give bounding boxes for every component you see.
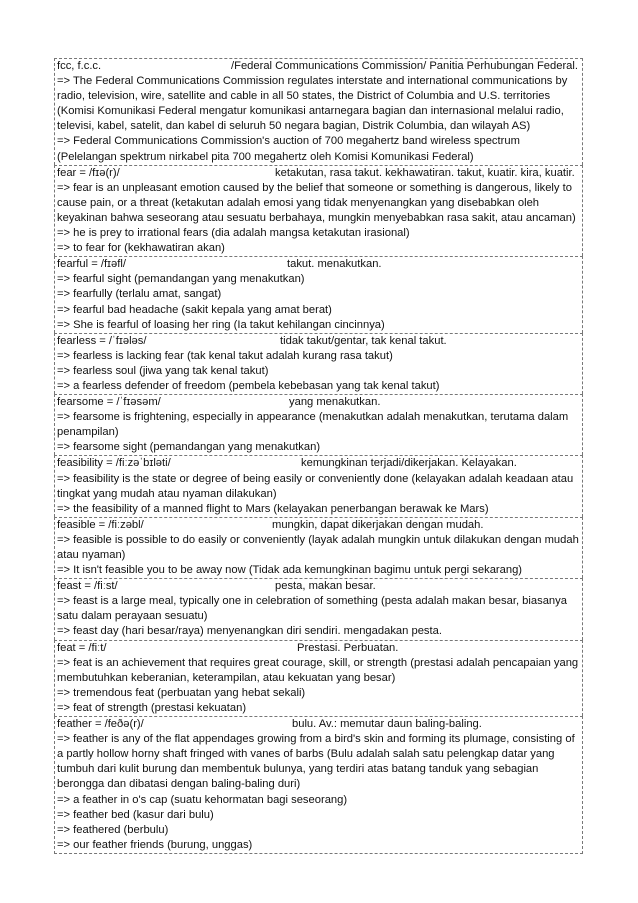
example-line: => to fear for (kekhawatiran akan) — [57, 242, 225, 255]
entry-head — [57, 395, 581, 410]
definition: tidak takut/gentar, tak kenal takut. — [280, 334, 447, 347]
entry-head — [57, 59, 581, 74]
example-line: => a fearless defender of freedom (pembela kebebasan yang tak kenal takut) — [57, 379, 440, 392]
headword: feather = /feðə(r)/ — [57, 718, 144, 731]
example-line: => The Federal Communications Commission regulates interstate and international communications by radio, television, wire, satellite and cable in all 50 states, the District of Columbia and U.S. territories (Komisi Komunikasi Federal mengatur komunikasi antarnegara bagian dan internasional melalui radio, televisi, kabel, satelit, dan kabel di seluruh 50 negara bagian, Distrik Columbia, dan wilayah AS) — [57, 75, 568, 133]
entry-head — [57, 579, 581, 594]
entry-head — [57, 518, 581, 533]
headword: fearful = /fɪəfl/ — [57, 258, 126, 271]
headword: feasible = /fiːzəbl/ — [57, 518, 144, 531]
example-line: => he is prey to irrational fears (dia adalah mangsa ketakutan irasional) — [57, 227, 410, 240]
definition: kemungkinan terjadi/dikerjakan. Kelayakan. — [301, 457, 517, 470]
example-line: => feast is a large meal, typically one in celebration of something (pesta adalah makan besar, biasanya satu dalam perayaan sesuatu) — [57, 595, 567, 623]
definition: bulu. Av.: memutar daun baling-baling. — [292, 718, 482, 731]
entry-head — [57, 641, 581, 656]
dictionary-page — [54, 58, 583, 854]
entry-feast — [54, 578, 583, 639]
entry-feasible — [54, 517, 583, 578]
entry-fearsome — [54, 394, 583, 455]
headword: fcc, f.c.c. — [57, 60, 102, 72]
example-line: => tremendous feat (perbuatan yang hebat sekali) — [57, 686, 306, 699]
example-line: => It isn't feasible you to be away now (Tidak ada kemungkinan bagimu untuk pergi sekarang) — [57, 564, 523, 577]
example-line: => feat is an achievement that requires great courage, skill, or strength (prestasi adalah pencapaian yang membutuhkan keberanian, keterampilan, atau kekuatan yang besar) — [57, 656, 579, 684]
headword: fear = /fɪə(r)/ — [57, 166, 120, 179]
entry-head — [57, 166, 581, 181]
example-line: => feather bed (kasur dari bulu) — [57, 808, 214, 821]
example-line: => feathered (berbulu) — [57, 823, 169, 836]
headword: feast = /fiːst/ — [57, 580, 118, 593]
example-line: => fearless soul (jiwa yang tak kenal takut) — [57, 364, 269, 377]
definition: yang menakutkan. — [289, 396, 381, 409]
entry-head — [57, 717, 581, 732]
headword: feasibility = /fiːzəˈbɪləti/ — [57, 457, 171, 470]
entry-head — [57, 456, 581, 471]
definition: mungkin, dapat dikerjakan dengan mudah. — [272, 518, 484, 531]
definition: ketakutan, rasa takut. kekhawatiran. takut, kuatir. kira, kuatir. — [275, 166, 575, 179]
example-line: => She is fearful of loasing her ring (Ia takut kehilangan cincinnya) — [57, 318, 385, 331]
example-line: => fearless is lacking fear (tak kenal takut adalah kurang rasa takut) — [57, 349, 393, 362]
example-line: => fearful sight (pemandangan yang menakutkan) — [57, 273, 305, 286]
entry-fearful — [54, 256, 583, 332]
headword: fearless = /ˈfɪələs/ — [57, 334, 147, 347]
example-line: => fearsome sight (pemandangan yang menakutkan) — [57, 441, 321, 454]
example-line: => a feather in o's cap (suatu kehormatan bagi seseorang) — [57, 793, 348, 806]
entry-feat — [54, 640, 583, 716]
example-line: => feast day (hari besar/raya) menyenangkan diri sendiri. mengadakan pesta. — [57, 625, 442, 638]
example-line: => feasible is possible to do easily or conveniently (layak adalah mungkin untuk dilakukan dengan mudah atau nyaman) — [57, 533, 579, 561]
entry-fearless — [54, 333, 583, 394]
example-line: => Federal Communications Commission's auction of 700 megahertz band wireless spectrum (Pelelangan spektrum nirkabel pita 700 megahertz oleh Komisi Komunikasi Federal) — [57, 135, 520, 163]
headword: feat = /fiːt/ — [57, 641, 107, 654]
example-line: => fearfully (terlalu amat, sangat) — [57, 288, 222, 301]
entry-head — [57, 257, 581, 272]
definition: /Federal Communications Commission/ Panitia Perhubungan Federal. — [231, 60, 578, 72]
example-line: => our feather friends (burung, unggas) — [57, 838, 253, 851]
entry-feasibility — [54, 455, 583, 516]
definition: pesta, makan besar. — [275, 580, 376, 593]
example-line: => feather is any of the flat appendages growing from a bird's skin and forming its plumage, consisting of a partly hollow horny shaft fringed with vanes of barbs (Bulu adalah salah satu pelengkap datar yang tumbuh dari kulit burung dan membentuk bulunya, yang terdiri atas batang tanduk yang sebagian berongga dan dibatasi dengan baling-baling duri) — [57, 733, 575, 791]
example-line: => the feasibility of a manned flight to Mars (kelayakan penerbangan berawak ke Mars) — [57, 502, 489, 515]
entry-fcc — [54, 58, 583, 165]
entry-feather — [54, 716, 583, 854]
example-line: => fear is an unpleasant emotion caused by the belief that someone or something is dangerous, likely to cause pain, or a threat (ketakutan adalah emosi yang tidak menyenangkan yang disebabkan oleh keyakinan bahwa seseorang atau sesuatu berbahaya, mungkin menyebabkan rasa sakit, atau ancaman) — [57, 181, 576, 224]
definition: takut. menakutkan. — [287, 258, 382, 271]
headword: fearsome = /ˈfɪəsəm/ — [57, 396, 161, 409]
entry-fear — [54, 165, 583, 257]
entry-head — [57, 334, 581, 349]
example-line: => fearsome is frightening, especially in appearance (menakutkan adalah menakutkan, terutama dalam penampilan) — [57, 411, 569, 439]
example-line: => fearful bad headache (sakit kepala yang amat berat) — [57, 303, 332, 316]
example-line: => feat of strength (prestasi kekuatan) — [57, 701, 247, 714]
definition: Prestasi. Perbuatan. — [297, 641, 399, 654]
example-line: => feasibility is the state or degree of being easily or conveniently done (kelayakan adalah keadaan atau tingkat yang mudah atau nyaman dilakukan) — [57, 472, 574, 500]
